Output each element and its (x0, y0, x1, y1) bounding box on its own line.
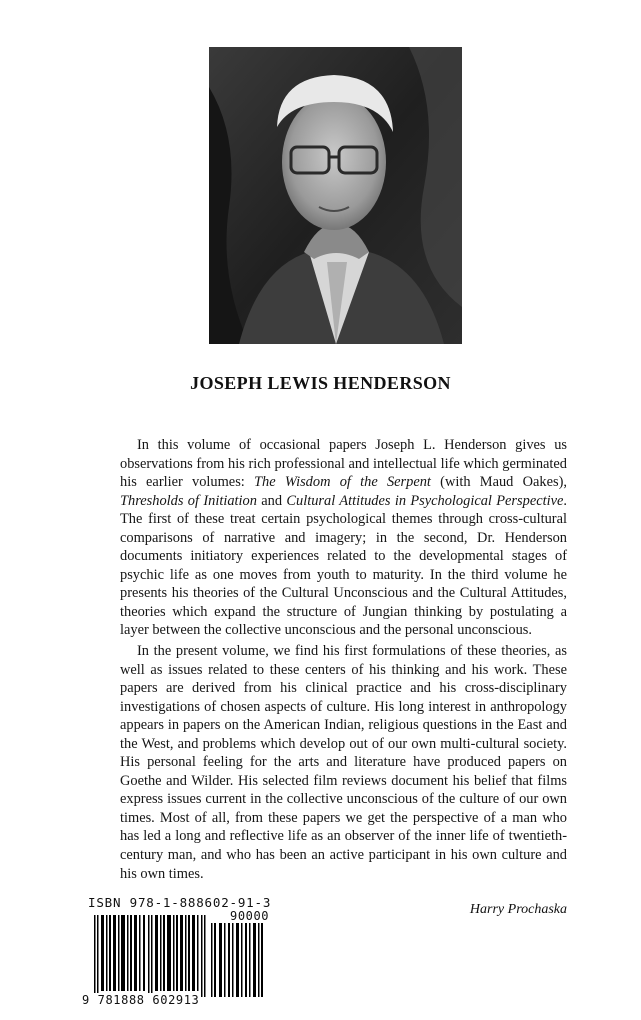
author-photo (209, 47, 462, 344)
price-addon-barcode (211, 923, 263, 997)
blurb-paragraph-1: In this volume of occasional papers Joseph L. Henderson gives us observations from his rich professional and intellectual life which germinated his earlier volumes: The Wisdom of the Serpent (with Maud Oakes), Thresholds of Initiation and Cultural Attitudes in Psychological Perspective. The first of these treat certain psychological themes through cross-cultural comparisons of narrative and imagery; in the second, Dr. Henderson documents initiatory experiences related to the developmental stages of psychic life as one moves from youth to maturity. In the third volume he presents his theories of the Cultural Unconscious and the Cultural Attitudes, theories which expand the structure of Jungian thinking by postulating a layer between the collective unconscious and the personal unconscious. (120, 437, 567, 639)
back-cover-blurb (120, 436, 567, 883)
barcode-digits: 9 781888 602913 (82, 993, 200, 1007)
author-name: JOSEPH LEWIS HENDERSON (190, 373, 451, 393)
isbn-label: ISBN 978-1-888602-91-3 (88, 895, 272, 910)
blurb-attribution: Harry Prochaska (469, 902, 567, 917)
blurb-paragraph-2: In the present volume, we find his first formulations of these theories, as well as issues related to these centers of his thinking and his work. These papers are derived from his clinical practice and his cross-disciplinary investigations of chosen aspects of culture. His long interest in anthropology appears in papers on the American Indian, religious questions in the East and the West, and problems which develop out of our own multi-cultural society. His personal feeling for the arts and literature have produced papers on Goethe and Wilder. His selected film reviews document his belief that films express issues current in the collective unconscious of the culture of our own times. Most of all, from these papers we get the perspective of a man who has led a long and reflective life as an observer of the inner life of twentieth-century man, and who has been an active participant in his own culture and his own times. (120, 643, 567, 882)
isbn-barcode (94, 915, 206, 997)
price-code: 90000 (230, 909, 270, 923)
